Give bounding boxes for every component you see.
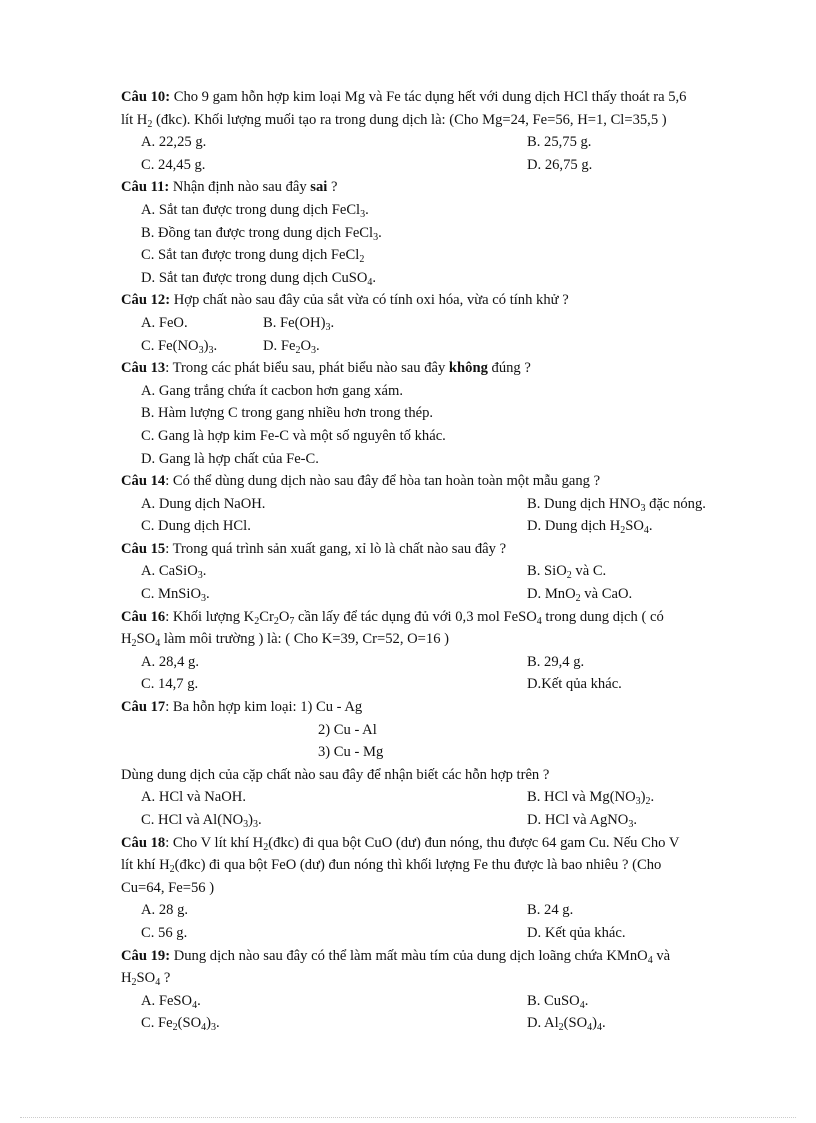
question-10-number: Câu 10: — [121, 89, 171, 105]
question-12-number: Câu 12: — [121, 292, 171, 309]
q12-d-sub2: 3 — [310, 344, 316, 356]
question-15-options-row1 — [121, 560, 771, 583]
question-18-text-line3: Cu=64, Fe=56 ) — [121, 879, 215, 896]
q11-c-sub: 2 — [359, 254, 365, 266]
q19-s1: 4 — [647, 954, 653, 966]
question-10 — [121, 86, 771, 176]
q14-d-sub2: 4 — [643, 525, 649, 537]
question-10-option-a[interactable]: A. 22,25 g. — [141, 134, 207, 151]
q16-s1: 2 — [254, 615, 260, 627]
question-17-option-c[interactable] — [121, 809, 527, 832]
question-17-mixture-2: 2) Cu - Al — [318, 721, 377, 738]
q16-s4: 4 — [536, 615, 542, 627]
q16-t4: cần lấy để tác dụng đủ với 0,3 mol FeSO — [294, 608, 537, 625]
question-13-number: Câu 13 — [121, 360, 166, 377]
question-16-options-row2 — [121, 673, 771, 696]
question-17-text2: Dùng dung dịch của cặp chất nào sau đây để nhận biết các hỗn hợp trên ? — [121, 766, 550, 783]
q11-d-end: . — [372, 269, 377, 286]
q17-d: D. HCl và AgNO — [527, 812, 629, 828]
q11-text: Nhận định nào sau đây — [169, 179, 311, 196]
question-17-mixture-3: 3) Cu - Mg — [318, 744, 384, 761]
q17-c-sub1: 3 — [243, 819, 249, 830]
question-18 — [121, 832, 771, 945]
question-15 — [121, 538, 771, 606]
question-15-option-b[interactable] — [527, 560, 606, 583]
q15-a: A. CaSiO — [141, 563, 198, 580]
q15-c: C. MnSiO — [141, 586, 202, 603]
q12-c-sub1: 3 — [198, 344, 204, 356]
q12-c: C. Fe(NO — [141, 337, 199, 354]
q16-l2b: SO — [136, 631, 156, 648]
question-12-options-row2 — [121, 335, 771, 358]
question-19-option-a[interactable] — [121, 990, 527, 1013]
question-18-options-row2 — [121, 922, 771, 945]
question-12-option-c[interactable] — [121, 335, 263, 358]
page-footer-divider — [20, 1117, 796, 1118]
question-16-text — [121, 606, 771, 629]
q19-a-sub: 4 — [192, 999, 198, 1011]
question-11-text — [121, 176, 771, 199]
q19-c-mid: (SO — [177, 1015, 202, 1032]
question-19-options-row1 — [121, 990, 771, 1013]
q19-c: C. Fe — [141, 1015, 173, 1032]
q19-a: A. FeSO — [141, 992, 193, 1009]
q11-d: D. Sắt tan được trong dung dịch CuSO — [141, 269, 368, 286]
question-16-option-c[interactable]: C. 14,7 g. — [141, 676, 199, 693]
q10-l2sub: 2 — [147, 118, 153, 130]
question-18-text-line2 — [121, 854, 771, 877]
question-18-option-a[interactable]: A. 28 g. — [141, 902, 189, 919]
q17-b-sub2: 2 — [645, 796, 651, 808]
q19-a-end: . — [197, 992, 201, 1009]
q16-t2: Cr — [259, 608, 274, 625]
q14-b: B. Dung dịch HNO — [527, 495, 641, 512]
question-17-number: Câu 17 — [121, 699, 166, 716]
q19-c-sub3: 3 — [211, 1022, 217, 1034]
q16-s3: 7 — [289, 615, 295, 627]
q19-t1: Dung dịch nào sau đây có thể làm mất màu tím của dung dịch loãng chứa KMnO — [170, 947, 648, 964]
q18-l2a: lít khí H — [121, 857, 170, 874]
question-10-option-c[interactable]: C. 24,45 g. — [141, 156, 206, 173]
question-14-option-d[interactable] — [527, 515, 653, 538]
question-17-option-a[interactable]: A. HCl và NaOH. — [141, 789, 246, 806]
q17-c-mid: ) — [248, 812, 254, 828]
q12-c-end: . — [213, 337, 218, 354]
q19-b-sub: 4 — [579, 999, 585, 1011]
q18-s1: 2 — [263, 841, 269, 853]
q13-bold: không — [448, 360, 488, 377]
q17-d-sub: 3 — [628, 819, 634, 830]
question-13-option-c[interactable]: C. Gang là hợp kim Fe-C và một số nguyên tố khác. — [141, 427, 446, 444]
q19-d-sub3: 4 — [597, 1022, 603, 1034]
q14-b-end: đặc nóng. — [645, 495, 706, 512]
q19-l2s1: 2 — [131, 977, 137, 989]
q15-b-sub: 2 — [566, 570, 572, 582]
question-12 — [121, 289, 771, 357]
question-12-option-d[interactable] — [263, 335, 320, 358]
q19-c-sub2: 4 — [201, 1022, 207, 1034]
q12-c-mid: ) — [203, 337, 209, 354]
question-15-option-a[interactable] — [121, 560, 527, 583]
q17-c-sub2: 3 — [253, 819, 259, 830]
question-13-option-a[interactable]: A. Gang trắng chứa ít cacbon hơn gang xám. — [141, 382, 404, 399]
q11-bold: sai — [310, 179, 328, 196]
q13-text: : Trong các phát biểu sau, phát biểu nào sau đây — [165, 360, 449, 377]
q14-d-sub1: 2 — [620, 525, 626, 537]
q11-b-end: . — [378, 224, 382, 241]
q11-d-sub: 4 — [367, 276, 373, 288]
question-15-text — [121, 538, 771, 561]
q17-text: : Ba hỗn hợp kim loại: 1) Cu - Ag — [165, 699, 363, 716]
question-17-option-b[interactable] — [527, 786, 654, 809]
q19-c-mid2: ) — [206, 1015, 212, 1032]
question-19 — [121, 945, 771, 1035]
q17-b-sub1: 3 — [635, 796, 641, 808]
q19-b: B. CuSO — [527, 992, 580, 1009]
question-17-option-d[interactable] — [527, 809, 637, 832]
question-10-text-line2 — [121, 109, 771, 132]
question-16-options-row1 — [121, 651, 771, 674]
q19-d-sub2: 4 — [587, 1022, 593, 1034]
question-11-option-c[interactable] — [121, 244, 771, 267]
question-19-number: Câu 19: — [121, 947, 171, 964]
question-18-option-b[interactable]: B. 24 g. — [527, 902, 574, 919]
q18-l2s: 2 — [169, 864, 175, 876]
q16-t5: trong dung dịch ( có — [541, 608, 664, 625]
question-10-option-b[interactable]: B. 25,75 g. — [527, 134, 592, 151]
question-16-number: Câu 16 — [121, 608, 166, 625]
q15-d: D. MnO — [527, 586, 576, 603]
question-15-option-c[interactable] — [121, 583, 527, 606]
q11-a-end: . — [365, 201, 369, 218]
q12-b-end: . — [330, 314, 335, 331]
q15-a-end: . — [202, 563, 207, 580]
question-13 — [121, 357, 771, 470]
question-12-text — [121, 289, 771, 312]
question-19-options-row2 — [121, 1012, 771, 1035]
q18-t2: (đkc) đi qua bột CuO (dư) đun nóng, thu được 64 gam Cu. Nếu Cho V — [268, 834, 680, 851]
q15-b: B. SiO — [527, 563, 567, 580]
q12-b-sub: 3 — [325, 321, 331, 333]
q16-s2: 2 — [273, 615, 279, 627]
question-14-options-row2 — [121, 515, 771, 538]
question-14-option-a[interactable]: A. Dung dịch NaOH. — [141, 495, 266, 512]
q19-d: D. Al — [527, 1015, 559, 1032]
q16-l2s1: 2 — [131, 638, 137, 650]
q19-l2b: SO — [136, 970, 156, 987]
q17-b-mid: ) — [640, 789, 646, 806]
q18-t1: : Cho V lít khí H — [165, 834, 264, 851]
question-14-number: Câu 14 — [121, 473, 166, 490]
q14-text: : Có thể dùng dung dịch nào sau đây để hòa tan hoàn toàn một mẫu gang ? — [165, 473, 601, 490]
q12-d-end: . — [315, 337, 320, 354]
question-11-number: Câu 11: — [121, 179, 170, 196]
question-19-option-b[interactable] — [527, 990, 588, 1013]
q15-a-sub: 3 — [197, 570, 203, 582]
q11-a-sub: 3 — [360, 208, 366, 220]
exam-page — [121, 86, 771, 1035]
question-17-text — [121, 696, 771, 719]
question-10-option-d[interactable]: D. 26,75 g. — [527, 156, 593, 173]
q15-b-end: và C. — [571, 563, 607, 580]
question-17-options-row1 — [121, 786, 771, 809]
question-18-option-c[interactable]: C. 56 g. — [141, 924, 188, 941]
question-15-options-row2 — [121, 583, 771, 606]
q14-b-sub: 3 — [640, 502, 646, 514]
q17-b-end: . — [650, 789, 655, 806]
question-17-options-row2 — [121, 809, 771, 832]
question-12-option-a[interactable]: A. FeO. — [141, 314, 188, 331]
q19-l2a: H — [121, 970, 132, 987]
question-14-text — [121, 470, 771, 493]
q17-c: C. HCl và Al(NO — [141, 812, 244, 828]
question-10-line1: Cho 9 gam hỗn hợp kim loại Mg và Fe tác dụng hết với dung dịch HCl thấy thoát ra 5,6 — [170, 89, 687, 105]
q18-l2b: (đkc) đi qua bột FeO (dư) đun nóng thì khối lượng Fe thu được là bao nhiêu ? (Cho — [174, 857, 662, 874]
question-18-number: Câu 18 — [121, 834, 166, 851]
question-16-text-line2 — [121, 628, 771, 651]
q17-b: B. HCl và Mg(NO — [527, 789, 636, 806]
q11-b-sub: 3 — [373, 231, 379, 243]
question-17 — [121, 696, 771, 832]
question-11-option-a[interactable] — [121, 199, 771, 222]
question-18-option-d[interactable]: D. Kết qủa khác. — [527, 924, 626, 941]
q13-end: đúng ? — [487, 360, 531, 377]
question-16-option-d[interactable]: D.Kết qủa khác. — [527, 676, 622, 693]
question-14-option-c[interactable]: C. Dung dịch HCl. — [141, 518, 251, 535]
q11-a: A. Sắt tan được trong dung dịch FeCl — [141, 201, 361, 218]
question-13-text — [121, 357, 771, 380]
question-15-option-d[interactable] — [527, 583, 632, 606]
q10-l2a: lít H — [121, 111, 148, 128]
question-12-option-b[interactable] — [263, 312, 334, 335]
question-19-option-d[interactable] — [527, 1012, 606, 1035]
q15-c-end: . — [206, 586, 210, 603]
question-18-options-row1 — [121, 899, 771, 922]
question-10-text — [121, 86, 771, 109]
question-12-options-row1 — [121, 312, 771, 335]
question-16-option-a[interactable]: A. 28,4 g. — [141, 653, 199, 670]
q10-l2b: (đkc). Khối lượng muối tạo ra trong dung dịch là: (Cho Mg=24, Fe=56, H=1, Cl=35,5 ) — [152, 111, 667, 128]
question-15-number: Câu 15 — [121, 540, 166, 557]
q19-d-mid: (SO — [563, 1015, 588, 1032]
question-14-options-row1 — [121, 493, 771, 516]
q12-d-mid: O — [300, 337, 311, 354]
q14-d-end: . — [648, 518, 653, 535]
question-18-text — [121, 832, 771, 855]
q16-l2s2: 4 — [155, 638, 161, 650]
question-10-options-row1 — [121, 131, 771, 154]
q15-d-end: và CaO. — [580, 586, 633, 603]
question-11 — [121, 176, 771, 289]
q14-d-mid: SO — [625, 518, 644, 535]
q14-d: D. Dung dịch H — [527, 518, 621, 535]
q19-d-end: . — [602, 1015, 606, 1032]
question-19-text — [121, 945, 771, 968]
q12-d-sub1: 2 — [295, 344, 301, 356]
question-14 — [121, 470, 771, 538]
q17-c-end: . — [258, 812, 262, 828]
question-14-option-b[interactable] — [527, 493, 706, 516]
question-16 — [121, 606, 771, 696]
q19-c-end: . — [216, 1015, 220, 1032]
question-19-option-c[interactable] — [121, 1012, 527, 1035]
question-19-text-line2 — [121, 967, 771, 990]
q15-text: : Trong quá trình sản xuất gang, xỉ lò là chất nào sau đây ? — [165, 540, 507, 557]
q12-b: B. Fe(OH) — [263, 314, 326, 331]
q19-t2: và — [652, 947, 671, 964]
q16-t3: O — [278, 608, 290, 625]
q19-l2c: ? — [160, 970, 171, 987]
question-11-option-b[interactable] — [121, 222, 771, 245]
q12-c-sub2: 3 — [208, 344, 214, 356]
q11-end: ? — [327, 179, 338, 196]
q17-d-end: . — [633, 812, 637, 828]
question-13-option-d[interactable]: D. Gang là hợp chất của Fe-C. — [141, 450, 319, 467]
question-16-option-b[interactable]: B. 29,4 g. — [527, 653, 585, 670]
q11-c: C. Sắt tan được trong dung dịch FeCl — [141, 247, 360, 264]
q16-t1: : Khối lượng K — [165, 608, 255, 625]
q19-d-mid2: ) — [592, 1015, 598, 1032]
q15-d-sub: 2 — [575, 593, 581, 605]
q19-l2s2: 4 — [155, 977, 161, 989]
q19-d-sub1: 2 — [558, 1022, 564, 1034]
q19-c-sub1: 2 — [172, 1022, 178, 1034]
q16-l2a: H — [121, 631, 132, 648]
question-13-option-b[interactable]: B. Hàm lượng C trong gang nhiều hơn trong thép. — [141, 405, 434, 422]
question-10-options-row2 — [121, 154, 771, 177]
q12-text: Hợp chất nào sau đây của sắt vừa có tính oxi hóa, vừa có tính khử ? — [170, 292, 569, 309]
q12-d: D. Fe — [263, 337, 296, 354]
q19-b-end: . — [584, 992, 589, 1009]
q15-c-sub: 3 — [201, 593, 207, 605]
q11-b: B. Đồng tan được trong dung dịch FeCl — [141, 224, 374, 241]
q16-l2c: làm môi trường ) là: ( Cho K=39, Cr=52, O=16 ) — [160, 631, 449, 648]
question-11-option-d[interactable] — [121, 267, 771, 290]
